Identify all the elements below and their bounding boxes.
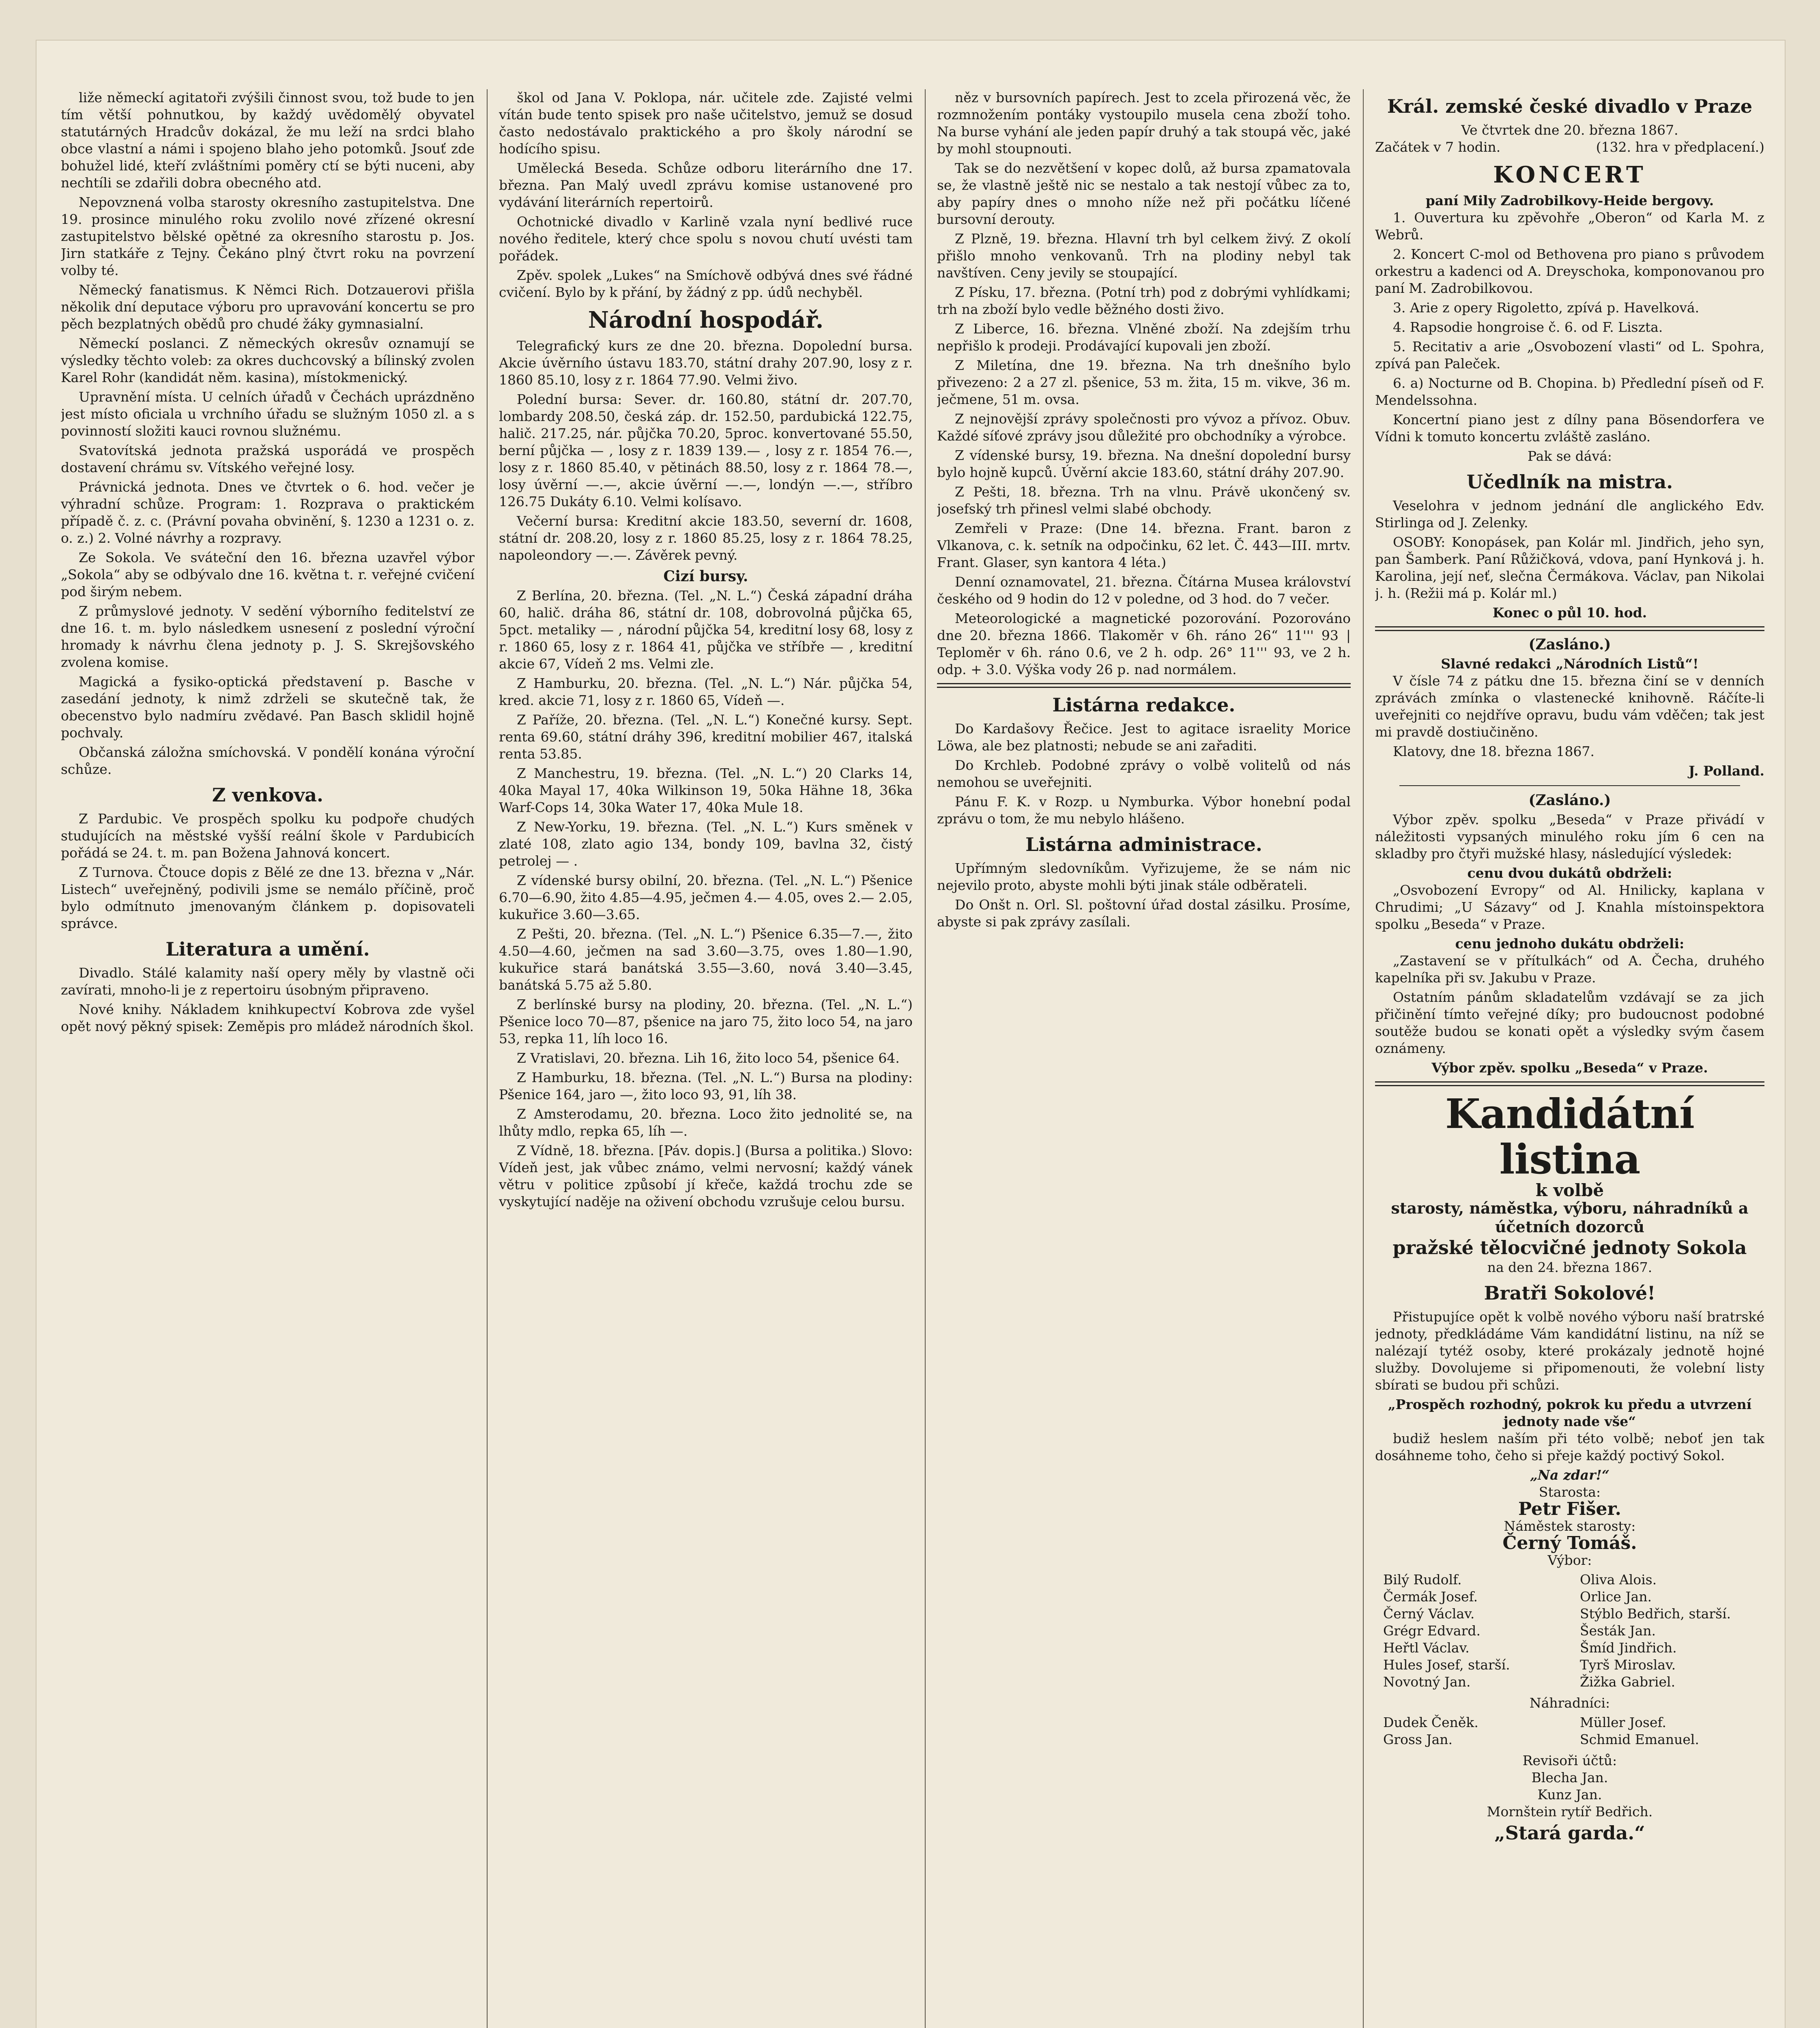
letter-signature: J. Polland. bbox=[1689, 763, 1764, 779]
column-rule bbox=[487, 89, 488, 2028]
play-description: Veselohra v jednom jednání dle anglického Edv. Stirlinga od J. Zelenky. bbox=[1375, 498, 1764, 531]
article-text: Pánu F. K. v Rozp. u Nymburka. Výbor honební podal zprávu o tom, že mu nebylo hlášeno. bbox=[937, 794, 1351, 827]
sent-in-label: (Zasláno.) bbox=[1528, 792, 1611, 809]
substitutes-list bbox=[1383, 1714, 1764, 1748]
article-text: Z Vratislavi, 20. března. Lih 16, žito loco 54, pšenice 64. bbox=[517, 1050, 900, 1066]
list-item: Tyrš Miroslav. bbox=[1580, 1657, 1676, 1673]
article-text: Z Pešti, 20. března. (Tel. „N. L.“) Pšenice 6.35—7.—, žito 4.50—4.60, ječmen na sad 3.60—3.75, oves 1.80—1.90, kukuřice stará banátská 3.55—3.60, nová 3.40—3.45, banátská 5.75 až 5.80. bbox=[499, 926, 913, 993]
play-end: Konec o půl 10. hod. bbox=[1492, 605, 1647, 621]
candidate-list-title: Kandidátní listina bbox=[1445, 1090, 1694, 1183]
list-item: Hules Josef, starší. bbox=[1383, 1657, 1510, 1673]
motto: „Prospěch rozhodný, pokrok ku předu a utvrzení jednoty nade vše“ bbox=[1388, 1396, 1752, 1429]
article-text: Meteorologické a magnetické pozorování. Pozorováno dne 20. března 1866. Tlakoměr v 6h. ráno 26“ 11''' 93 | Teploměr v 6h. ráno 0.6, ve 2 h. odp. 26° 11''' 93, ve 2 h. odp. + 3.0. Výška vody 26 p. nad normálem. bbox=[937, 610, 1351, 677]
event-start: Začátek v 7 hodin. bbox=[1375, 139, 1501, 155]
prize-heading: cenu dvou dukátů obdrželi: bbox=[1467, 865, 1672, 881]
event-date: Ve čtvrtek dne 20. března 1867. bbox=[1461, 122, 1678, 138]
article-text: Nepovznená volba starosty okresního zastupitelstva. Dne 19. prosince minulého roku zvolilo nové zřízené okresní zastupitelstvo bělské opětné za okresního starostu p. Jos. Jirn statkáře z Tejny. Čekáno plný čtvrt roku na povrzení volby té. bbox=[61, 194, 475, 278]
candidate-list-subtitle: k volbě bbox=[1535, 1180, 1604, 1200]
event-time-row bbox=[1375, 139, 1764, 156]
list-item: Gross Jan. bbox=[1383, 1732, 1453, 1747]
column-rule bbox=[925, 89, 926, 2028]
list-item: Bilý Rudolf. bbox=[1383, 1572, 1462, 1588]
concert-note: Koncertní piano jest z dílny pana Bösendorfera ve Vídni k tomuto koncertu zvláště zasláno. bbox=[1375, 412, 1764, 445]
article-text: Z Písku, 17. března. (Potní trh) pod z dobrými vyhlídkami; trh na zboží bylo vedle běžného dosti živo. bbox=[937, 284, 1351, 317]
list-item: Černý Václav. bbox=[1383, 1606, 1475, 1622]
role-label: Náhradníci: bbox=[1529, 1695, 1610, 1711]
article-text: Denní oznamovatel, 21. března. Čítárna Musea království českého od 9 hodin do 12 v poledne, od 3 hod. do 7 večer. bbox=[937, 574, 1351, 607]
role-label: Revisoři účtů: bbox=[1522, 1753, 1617, 1768]
article-text: Z Manchestru, 19. března. (Tel. „N. L.“) 20 Clarks 14, 40ka Mayal 17, 40ka Wilkinson 19, 50ka Hähne 18, 36ka Warf-Cops 14, 30ka Water 17, 40ka Mule 18. bbox=[499, 765, 913, 815]
article-text: Z nejnovější zprávy společnosti pro vývoz a přívoz. Obuv. Každé síťové zprávy jsou důležité pro obchodníky a výrobce. bbox=[937, 411, 1351, 444]
then-label: Pak se dává: bbox=[1527, 448, 1612, 464]
article-text: Zemřeli v Praze: (Dne 14. března. Frant. baron z Vlkanova, c. k. setník na odpočinku, 62 let. Č. 443—III. mrtv. Frant. Glaser, syn kantora 4 léta.) bbox=[937, 520, 1351, 570]
section-heading: Listárna redakce. bbox=[1052, 694, 1236, 716]
list-item: Blecha Jan. bbox=[1531, 1770, 1608, 1785]
candidate-text: Přistupujíce opět k volbě nového výboru naší bratrské jednoty, předkládáme Vám kandidátní listinu, na níž se nalézají tytéž osoby, které prokázaly jednotě hojné služby. Dovolujeme si připomenouti, že volební listy sbírati se budou při schůzi. bbox=[1375, 1309, 1764, 1393]
article-text: Z Vídně, 18. března. [Páv. dopis.] (Bursa a politika.) Slovo: Vídeň jest, jak vůbec známo, velmi nervosní; každý vánek větru v politice způsobí jí křeče, každá trochu zde se vyskytující naděje na oživení obchodu vzrušuje celou bursu. bbox=[499, 1143, 913, 1209]
article-text: Z berlínské bursy na plodiny, 20. března. (Tel. „N. L.“) Pšenice loco 70—87, pšenice na jaro 75, žito loco 54, na jaro 53, repka 11, líh loco 16. bbox=[499, 997, 913, 1046]
divider bbox=[937, 683, 1351, 688]
list-item: Mornštein rytíř Bedřich. bbox=[1487, 1804, 1653, 1820]
article-text: Z Turnova. Čtouce dopis z Bělé ze dne 13. března v „Nár. Listech“ uveřejněný, podivili jsme se nemálo příčině, proč bylo odmítnuto jmenovaným článkem p. dopisovateli správce. bbox=[61, 864, 475, 931]
list-item: Šesták Jan. bbox=[1580, 1623, 1656, 1639]
program-item: 2. Koncert C-mol od Bethovena pro piano s průvodem orkestru a kadenci od A. Dreyschoka, komponovanou pro paní M. Zadrobilkovou. bbox=[1375, 246, 1764, 296]
divider bbox=[1399, 785, 1740, 786]
letter-salutation: Slavné redakci „Národních Listů“! bbox=[1441, 656, 1699, 672]
event-subscription: (132. hra v předplacení.) bbox=[1596, 139, 1764, 155]
candidate-text: budiž heslem naším při této volbě; neboť jen tak dosáhneme toho, čeho si přeje každý poctivý Sokol. bbox=[1375, 1431, 1764, 1463]
divider bbox=[1375, 1081, 1764, 1086]
list-item: Grégr Edvard. bbox=[1383, 1623, 1480, 1639]
theatre-title: Král. zemské české divadlo v Praze bbox=[1387, 95, 1753, 117]
column-4 bbox=[1375, 89, 1764, 2028]
article-text: Svatovítská jednota pražská usporádá ve prospěch dostavení chrámu sv. Vítského veřejné losy. bbox=[61, 443, 475, 475]
divider bbox=[1375, 626, 1764, 631]
candidate-list-purpose: starosty, náměstka, výboru, náhradníků a účetních dozorců bbox=[1391, 1199, 1749, 1236]
prize-text: „Osvobození Evropy“ od Al. Hnilicky, kaplana v Chrudimi; „U Sázavy“ od J. Knahla místoinspektora spolku „Beseda“ v Praze. bbox=[1375, 882, 1764, 932]
article-text: Z vídenské bursy, 19. března. Na dnešní dopolední bursy bylo hojně kupců. Úvěrní akcie 183.60, státní dráhy 207.90. bbox=[937, 447, 1351, 480]
program-item: 3. Arie z opery Rigoletto, zpívá p. Havelková. bbox=[1393, 300, 1700, 316]
letter-text: V čísle 74 z pátku dne 15. března činí se v denních zprávách zmínka o vlastenecké knihovně. Ráčíte-li uveřejniti co nejdříve opravu, budu vám vděčen; tak jest mi pravdě dostiučiněno. bbox=[1375, 673, 1764, 740]
article-text: Německý fanatismus. K Němci Rich. Dotzauerovi přišla několik dní deputace výboru pro upravování koncertu se pro pěch bezplatných obědů pro chudé žáky gymnasialní. bbox=[61, 282, 475, 332]
section-heading: Listárna administrace. bbox=[1025, 834, 1262, 855]
chairman-name: Petr Fišer. bbox=[1518, 1499, 1621, 1519]
notice-text: Výbor zpěv. spolku „Beseda“ v Praze přivádí v náležitosti vypsaných minulého roku jím 6 cen na skladby pro čtyři mužské hlasy, následující výsledek: bbox=[1375, 812, 1764, 861]
salute: „Na zdar!“ bbox=[1530, 1467, 1610, 1483]
organization-name: pražské tělocvičné jednoty Sokola bbox=[1392, 1237, 1747, 1259]
article-text: Zpěv. spolek „Lukes“ na Smíchově odbývá dnes své řádné cvičení. Bylo by k přání, by žádný z pp. údů nechyběl. bbox=[499, 267, 913, 300]
article-text: Ochotnické divadlo v Karlině vzala nyní bedlivé ruce nového ředitele, který chce spolu s novou chutí uvésti tam pořádek. bbox=[499, 214, 913, 264]
section-heading: Národní hospodář. bbox=[588, 307, 824, 333]
section-heading: Literatura a umění. bbox=[165, 938, 370, 960]
article-text: Večerní bursa: Kreditní akcie 183.50, severní dr. 1608, státní dr. 208.20, losy z r. 1860 85.25, losy z r. 1864 78.25, napoleondory —.—. Závěrek pevný. bbox=[499, 513, 913, 563]
article-text: Upřímným sledovníkům. Vyřizujeme, že se nám nic nejevilo proto, abyste mohli býti jinak stále odběrateli. bbox=[937, 860, 1351, 893]
section-heading: Z venkova. bbox=[212, 784, 324, 806]
article-text: Z Hamburku, 18. března. (Tel. „N. L.“) Bursa na plodiny: Pšenice 164, jaro —, žito loco 93, 91, líh 38. bbox=[499, 1070, 913, 1102]
article-text: Telegrafický kurs ze dne 20. března. Dopolední bursa. Akcie úvěrního ústavu 183.70, státní drahy 207.90, losy z r. 1860 85.10, losy z r. 1864 77.90. Velmi živo. bbox=[499, 338, 913, 388]
article-text: Do Kardašovy Řečice. Jest to agitace israelity Morice Löwa, ale bez platnosti; nebude se ani zařaditi. bbox=[937, 721, 1351, 754]
program-item: 6. a) Nocturne od B. Chopina. b) Předlední píseň od F. Mendelssohna. bbox=[1375, 375, 1764, 408]
list-item: Stýblo Bedřich, starší. bbox=[1580, 1606, 1731, 1622]
article-text: něz v bursovních papírech. Jest to zcela přirozená věc, že rozmnožením pontáky vystoupilo musela cena zboží toho. Na burse vyhání ale jeden papír druhý a tak stoupá věc, jaké by mohl stoupnouti. bbox=[937, 90, 1351, 157]
list-item: Žižka Gabriel. bbox=[1580, 1674, 1676, 1690]
prize-heading: cenu jednoho dukátu obdrželi: bbox=[1455, 936, 1685, 952]
role-label: Výbor: bbox=[1547, 1552, 1592, 1568]
play-title: Učedlník na mistra. bbox=[1466, 471, 1673, 493]
article-text: Do Krchleb. Podobné zprávy o volbě volitelů od nás nemohou se uveřejniti. bbox=[937, 757, 1351, 790]
article-text: Z průmyslové jednoty. V sedění výborního feditelství ze dne 16. t. m. bylo následkem usnesení z poslední výroční hromady k návrhu člena jednoty p. J. S. Skrejšovského zvolena komise. bbox=[61, 603, 475, 670]
article-text: Z Pardubic. Ve prospěch spolku ku podpoře chudých studujících na městské vyšší reální škole v Pardubicích pořádá se 24. t. m. pan Božena Jahnová koncert. bbox=[61, 811, 475, 861]
article-text: Umělecká Beseda. Schůze odboru literárního dne 17. března. Pan Malý uvedl zprávu komise ustanovené pro vydávání literárních repertoirů. bbox=[499, 160, 913, 210]
program-item: 4. Rapsodie hongroise č. 6. od F. Liszta. bbox=[1393, 319, 1663, 335]
article-text: Upravnění místa. U celních úřadů v Čechách uprázdněno jest místo oficiala u vrchního úřadu se služným 1050 zl. a s povinností složiti kauci rovnou služnému. bbox=[61, 389, 475, 439]
article-text: škol od Jana V. Poklopa, nár. učitele zde. Zajisté velmi vítán bude tento spisek pro naše učitelstvo, jemuž se dosud často nedostávalo praktického a pro školy národní se hodícího spisu. bbox=[499, 90, 913, 157]
election-date: na den 24. března 1867. bbox=[1487, 1259, 1652, 1275]
list-item: Heřtl Václav. bbox=[1383, 1640, 1470, 1656]
newspaper-page bbox=[37, 41, 1785, 2028]
concert-performer: paní Mily Zadrobilkovy-Heide bergovy. bbox=[1425, 193, 1714, 208]
list-item: Dudek Čeněk. bbox=[1383, 1714, 1478, 1730]
signature-garda: „Stará garda.“ bbox=[1494, 1822, 1645, 1844]
deputy-name: Černý Tomáš. bbox=[1502, 1533, 1637, 1553]
article-text: Z vídenské bursy obilní, 20. března. (Tel. „N. L.“) Pšenice 6.70—6.90, žito 4.85—4.95, ječmen 4.— 4.05, oves 2.— 2.05, kukuřice 3.60—3.65. bbox=[499, 872, 913, 922]
article-text: Z Liberce, 16. března. Vlněné zboží. Na zdejším trhu nepřišlo k prodeji. Prodávající kupovali jen zboží. bbox=[937, 321, 1351, 354]
subsection-heading: Cizí bursy. bbox=[663, 568, 748, 585]
article-text: Ze Sokola. Ve sváteční den 16. března uzavřel výbor „Sokola“ aby se odbývalo dne 16. května t. r. veřejné cvičení pod širým nebem. bbox=[61, 550, 475, 599]
list-item: Oliva Alois. bbox=[1580, 1572, 1657, 1588]
article-text: Z Paříže, 20. března. (Tel. „N. L.“) Konečné kursy. Sept. renta 69.60, státní dráhy 396, kreditní mobilier 467, italská renta 53.85. bbox=[499, 712, 913, 762]
article-text: Z New-Yorku, 19. března. (Tel. „N. L.“) Kurs směnek v zlaté 108, zlato agio 134, bondy 109, bavlna 32, čistý petrolej — . bbox=[499, 819, 913, 869]
article-text: Do Onšt n. Orl. Sl. poštovní úřad dostal zásilku. Prosíme, abyste si pak zprávy zasílali. bbox=[937, 897, 1351, 930]
role-label: Náměstek starosty: bbox=[1504, 1518, 1636, 1534]
list-item: Schmid Emanuel. bbox=[1580, 1732, 1699, 1747]
article-text: liže německí agitatoři zvýšili činnost svou, tož bude to jen tím větší pohnutkou, by každý uvědomělý obyvatel statutárných Hradcův dokázal, že mu leží na srdci blaho obce vlastní a námi i spojeno blaho jeho potomků. Jsouť zde bohužel lidé, kteří zvláštními poměry ctí se býti nuceni, aby nechtíli se zdařili dobra obecného atd. bbox=[61, 90, 475, 191]
column-rule bbox=[1363, 89, 1364, 2028]
notice-signature: Výbor zpěv. spolku „Beseda“ v Praze. bbox=[1431, 1060, 1708, 1076]
article-text: Občanská záložna smíchovská. V pondělí konána výroční schůze. bbox=[61, 744, 475, 777]
list-item: Müller Josef. bbox=[1580, 1714, 1667, 1730]
article-text: Z Plzně, 19. března. Hlavní trh byl celkem živý. Z okolí přišlo mnoho venkovanů. Trh na plodiny nebyl tak navštíven. Ceny jevily se stoupající. bbox=[937, 231, 1351, 281]
sent-in-label: (Zasláno.) bbox=[1528, 636, 1611, 653]
list-item: Čermák Josef. bbox=[1383, 1589, 1478, 1605]
prize-text: „Zastavení se v přítulkách“ od A. Čecha, druhého kapelníka při sv. Jakubu v Praze. bbox=[1375, 953, 1764, 986]
article-text: Divadlo. Stálé kalamity naší opery měly by vlastně oči zavírati, mnoho-li je z repertoiru úsobným připraveno. bbox=[61, 965, 475, 998]
article-text: Z Hamburku, 20. března. (Tel. „N. L.“) Nár. půjčka 54, kred. akcie 71, losy z r. 1860 65, Vídeň —. bbox=[499, 675, 913, 708]
column-3 bbox=[937, 89, 1351, 2028]
role-label: Starosta: bbox=[1539, 1484, 1601, 1500]
address-heading: Bratři Sokolové! bbox=[1484, 1282, 1656, 1304]
article-text: Z Miletína, dne 19. března. Na trh dnešního bylo přivezeno: 2 a 27 zl. pšenice, 53 m. žita, 15 m. vikve, 36 m. ječmene, 51 m. ovsa. bbox=[937, 357, 1351, 407]
list-item: Novotný Jan. bbox=[1383, 1674, 1471, 1690]
article-text: Právnická jednota. Dnes ve čtvrtek o 6. hod. večer je výhradní schůze. Program: 1. Rozprava o praktickém případě č. z. c. (Právní povaha obvinění, §. 1230 a 1231 o. z. o. z.) 2. Volné návrhy a rozpravy. bbox=[61, 479, 475, 546]
program-item: 1. Ouvertura ku zpěvohře „Oberon“ od Karla M. z Webrů. bbox=[1375, 210, 1764, 243]
article-text: Německí poslanci. Z německých okresův oznamují se výsledky těchto voleb: za okres duchcovský a bílinský zvolen Karel Rohr (kandidát něm. kasina), místokmenický. bbox=[61, 335, 475, 385]
list-item: Kunz Jan. bbox=[1537, 1787, 1602, 1802]
list-item: Orlice Jan. bbox=[1580, 1589, 1652, 1605]
list-item: Šmíd Jindřich. bbox=[1580, 1640, 1677, 1656]
article-text: Tak se do nezvětšení v kopec dolů, až bursa zpamatovala se, že vlastně ještě nic se nestalo a tak nestojí vůbec za to, aby papíry dnes o mnoho níže než při počátku líčené bursovní derouty. bbox=[937, 160, 1351, 227]
column-2 bbox=[499, 89, 913, 2028]
article-text: Polední bursa: Sever. dr. 160.80, státní dr. 207.70, lombardy 208.50, česká záp. dr. 152.50, pardubická 122.75, halič. 217.25, nár. půjčka 70.20, 5proc. konvertované 55.50, berní půjčka — , losy z r. 1839 139.— , losy z r. 1854 76.—, losy z r. 1860 85.40, v pětinách 88.50, losy z r. 1864 78.—, losy úvěrní —.—, akcie úvěrní —.—, londýn —.—, stříbro 126.75 Dukáty 6.10. Velmi kolísavo. bbox=[499, 391, 913, 509]
column-1 bbox=[61, 89, 475, 2028]
concert-title: KONCERT bbox=[1493, 161, 1646, 188]
letter-date: Klatovy, dne 18. března 1867. bbox=[1393, 743, 1594, 759]
article-text: Z Pešti, 18. března. Trh na vlnu. Právě ukončený sv. josefský trh přinesl velmi slabé obchody. bbox=[937, 484, 1351, 517]
article-text: Z Amsterodamu, 20. března. Loco žito jednolité se, na lhůty mdlo, repka 65, líh —. bbox=[499, 1106, 913, 1139]
notice-text: Ostatním pánům skladatelům vzdávají se za jich přičinění tímto veřejné díky; pro budoucnost podobné soutěže budou se konati opět a výsledky svým časem oznámeny. bbox=[1375, 989, 1764, 1056]
play-cast: OSOBY: Konopásek, pan Kolár ml. Jindřich, jeho syn, pan Šamberk. Paní Růžičková, vdova, paní Hynková j. h. Karolina, její neť, slečna Čermákova. Václav, pan Nikolai j. h. (Režii má p. Kolár ml.) bbox=[1375, 534, 1764, 601]
article-text: Magická a fysiko-optická představení p. Basche v zasedání jednoty, k nimž zdrželi se skutečně tak, že obecenstvo bylo nadmíru zvědavé. Pan Basch sklidil hojně pochvaly. bbox=[61, 674, 475, 741]
article-text: Z Berlína, 20. března. (Tel. „N. L.“) Česká západní dráha 60, halič. dráha 86, státní dr. 108, dobrovolná půjčka 65, 5pct. metaliky — , národní půjčka 54, kreditní losy 68, losy z r. 1860 65, losy z r. 1864 41, půjčka ve stříbře — , kreditní akcie 67, Vídeň 2 ms. Velmi zle. bbox=[499, 588, 913, 672]
article-text: Nové knihy. Nákladem knihkupectví Kobrova zde vyšel opět nový pěkný spisek: Zeměpis pro mládež národních škol. bbox=[61, 1001, 475, 1034]
program-item: 5. Recitativ a arie „Osvobození vlasti“ od L. Spohra, zpívá pan Paleček. bbox=[1375, 339, 1764, 372]
committee-list bbox=[1383, 1571, 1764, 1691]
